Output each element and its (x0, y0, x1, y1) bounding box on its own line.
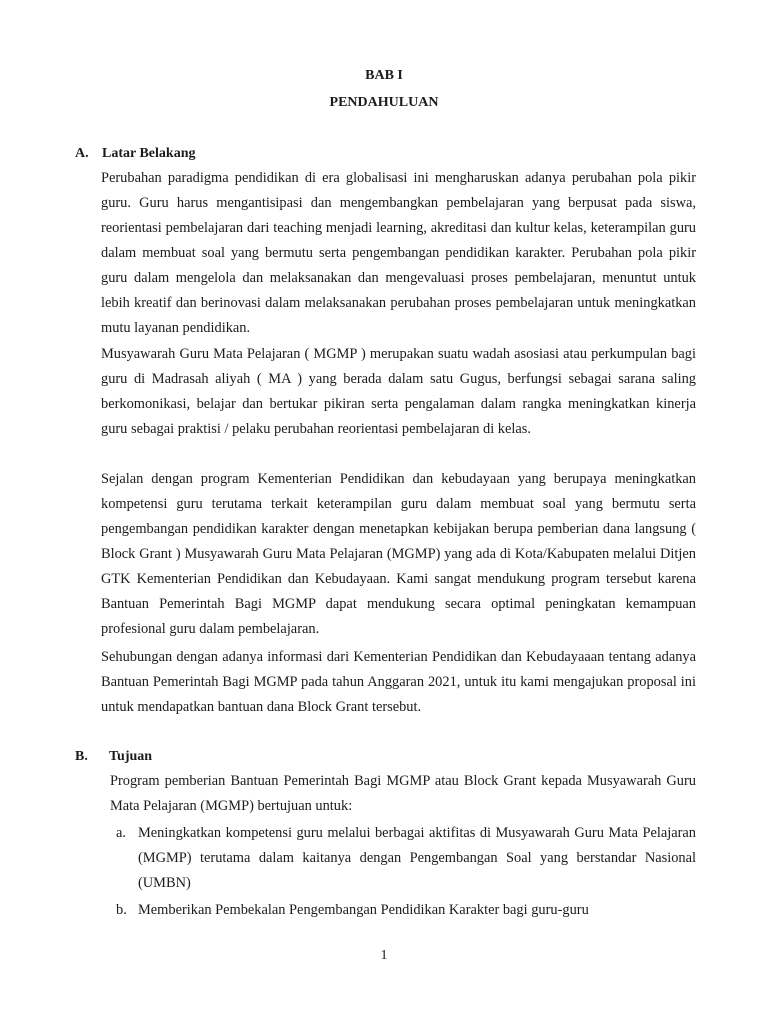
section-b-number: B. (75, 749, 88, 764)
list-item-text: Meningkatkan kompetensi guru melalui berbagai aktifitas di Musyawarah Guru Mata Pelajaran (MGMP) terutama dalam kaitanya dengan Pengembangan Soal yang berstandar Nasional (UMBN) (138, 825, 696, 891)
list-item (116, 898, 696, 923)
section-b-intro: Program pemberian Bantuan Pemerintah Bagi MGMP atau Block Grant kepada Musyawarah Guru Mata Pelajaran (MGMP) bertujuan untuk: (110, 773, 696, 814)
section-a-title: Latar Belakang (102, 146, 196, 161)
list-item-text: Memberikan Pembekalan Pengembangan Pendidikan Karakter bagi guru-guru (138, 902, 589, 918)
section-a-number: A. (75, 146, 89, 161)
chapter-label: BAB I (365, 68, 403, 83)
section-a-paragraph-1: Perubahan paradigma pendidikan di era globalisasi ini mengharuskan adanya perubahan pola pikir guru. Guru harus mengantisipasi dan mengembangkan pembelajaran yang berpusat pada siswa, reorientasi pembelajaran dari teaching menjadi learning, akreditasi dan kultur kelas, keterampilan guru dalam membuat soal yang bermutu serta pengembangan pendidikan karakter. Perubahan pola pikir guru dalam mengelola dan melaksanakan dan mengevaluasi proses pembelajaran, menuntut untuk lebih kreatif dan berinovasi dalam melaksanakan perubahan proses pembelajaran untuk meningkatkan mutu layanan pendidikan. (101, 170, 696, 336)
section-a-paragraph-3: Sejalan dengan program Kementerian Pendidikan dan kebudayaan yang berupaya meningkatkan kompetensi guru terutama terkait keterampilan guru dalam membuat soal yang bermutu serta pengembangan pendidikan karakter dengan menetapkan kebijakan berupa pemberian dana langsung ( Block Grant ) Musyawarah Guru Mata Pelajaran (MGMP) yang ada di Kota/Kabupaten melalui Ditjen GTK Kementerian Pendidikan dan Kebudayaan. Kami sangat mendukung program tersebut karena Bantuan Pemerintah Bagi MGMP dapat mendukung secara optimal peningkatan kemampuan profesional guru dalam pembelajaran. (101, 471, 696, 637)
list-item (116, 821, 696, 896)
section-a-paragraph-2: Musyawarah Guru Mata Pelajaran ( MGMP ) merupakan suatu wadah asosiasi atau perkumpulan bagi guru di Madrasah aliyah ( MA ) yang berada dalam satu Gugus, berfungsi sebagai sarana saling berkomonikasi, belajar dan bertukar pikiran serta pengalaman dalam rangka meningkatkan kinerja guru sebagai praktisi / pelaku perubahan reorientasi pembelajaran di kelas. (101, 346, 696, 437)
section-b-heading (75, 749, 152, 765)
section-b-title: Tujuan (109, 749, 153, 764)
list-marker-a: a. (116, 825, 126, 841)
section-a-heading (75, 146, 195, 162)
page-number: 1 (380, 948, 388, 963)
chapter-title: PENDAHULUAN (329, 95, 439, 110)
list-marker-b: b. (116, 902, 127, 918)
section-a-paragraph-4: Sehubungan dengan adanya informasi dari Kementerian Pendidikan dan Kebudayaaan tentang adanya Bantuan Pemerintah Bagi MGMP pada tahun Anggaran 2021, untuk itu kami mengajukan proposal ini untuk mendapatkan bantuan dana Block Grant tersebut. (101, 649, 696, 715)
